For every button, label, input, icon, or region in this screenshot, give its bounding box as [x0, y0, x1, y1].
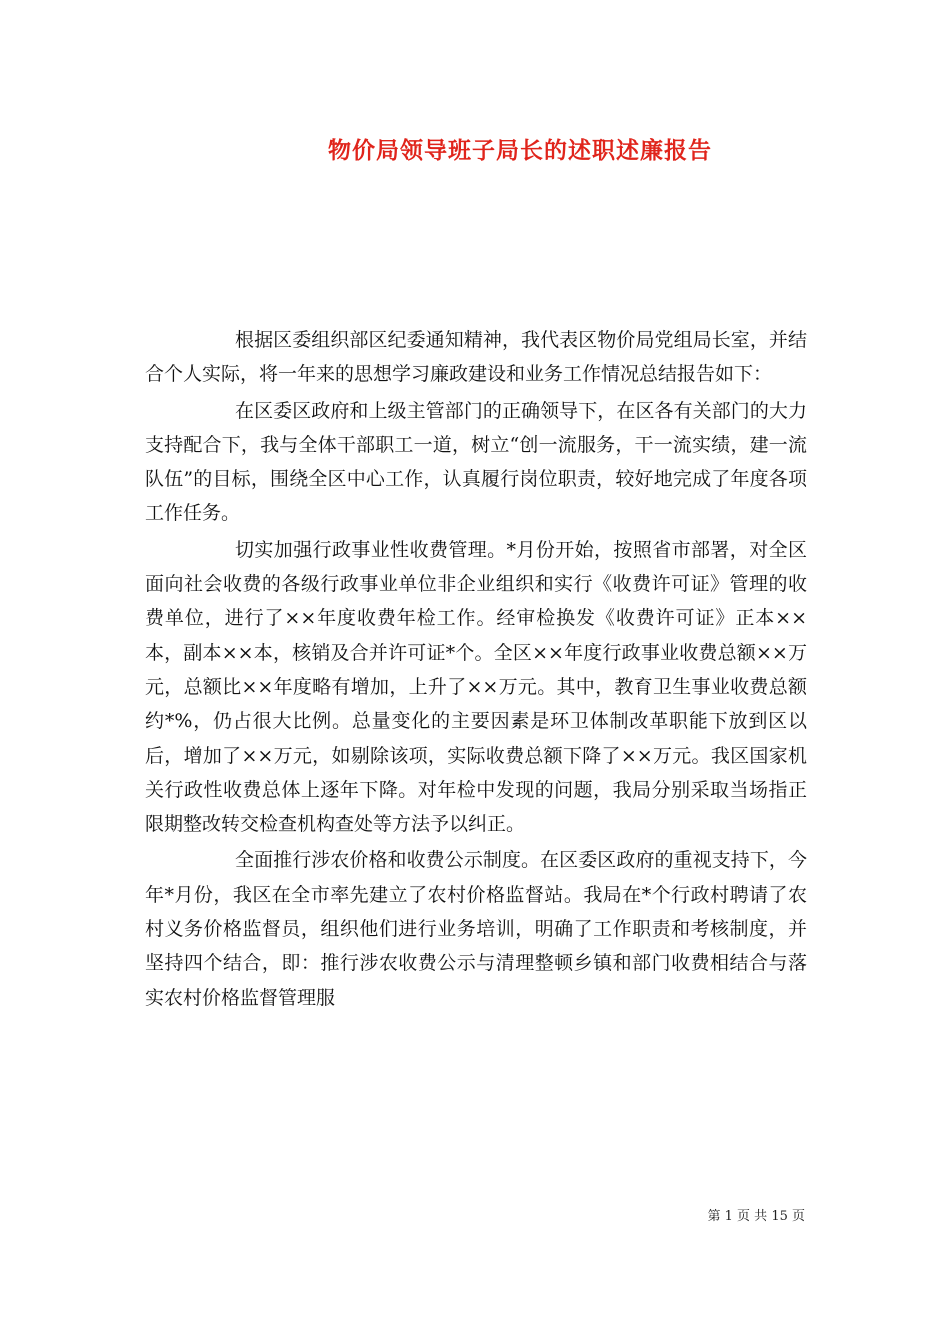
- paragraph-intro: 根据区委组织部区纪委通知精神，我代表区物价局党组局长室，并结合个人实际，将一年来的思想学习廉政建设和业务工作情况总结报告如下：: [145, 329, 807, 386]
- paragraph-overview: 在区委区政府和上级主管部门的正确领导下，在区各有关部门的大力支持配合下，我与全体干部职工一道，树立“创一流服务，干一流实绩，建一流队伍”的目标，围绕全区中心工作，认真履行岗位职责，较好地完成了年度各项工作任务。: [145, 399, 807, 525]
- document-body: [145, 323, 807, 1015]
- document-title: 物价局领导班子局长的述职述廉报告: [328, 137, 712, 164]
- paragraph-rural-pricing: 全面推行涉农价格和收费公示制度。在区委区政府的重视支持下，今年*月份，我区在全市率先建立了农村价格监督站。我局在*个行政村聘请了农村义务价格监督员，组织他们进行业务培训，明确了工作职责和考核制度，并坚持四个结合，即：推行涉农收费公示与清理整顿乡镇和部门收费相结合与落实农村价格监督管理服: [145, 849, 807, 1009]
- paragraph-fee-management: 切实加强行政事业性收费管理。*月份开始，按照省市部署，对全区面向社会收费的各级行政事业单位非企业组织和实行《收费许可证》管理的收费单位，进行了××年度收费年检工作。经审检换发《收费许可证》正本××本，副本××本，核销及合并许可证*个。全区××年度行政事业收费总额××万元，总额比××年度略有增加，上升了××万元。其中，教育卫生事业收费总额约*%，仍占很大比例。总量变化的主要因素是环卫体制改革职能下放到区以后，增加了××万元，如剔除该项，实际收费总额下降了××万元。我区国家机关行政性收费总体上逐年下降。对年检中发现的问题，我局分别采取当场指正限期整改转交检查机构查处等方法予以纠正。: [145, 538, 807, 836]
- page-number-footer: 第 1 页 共 15 页: [707, 1209, 805, 1224]
